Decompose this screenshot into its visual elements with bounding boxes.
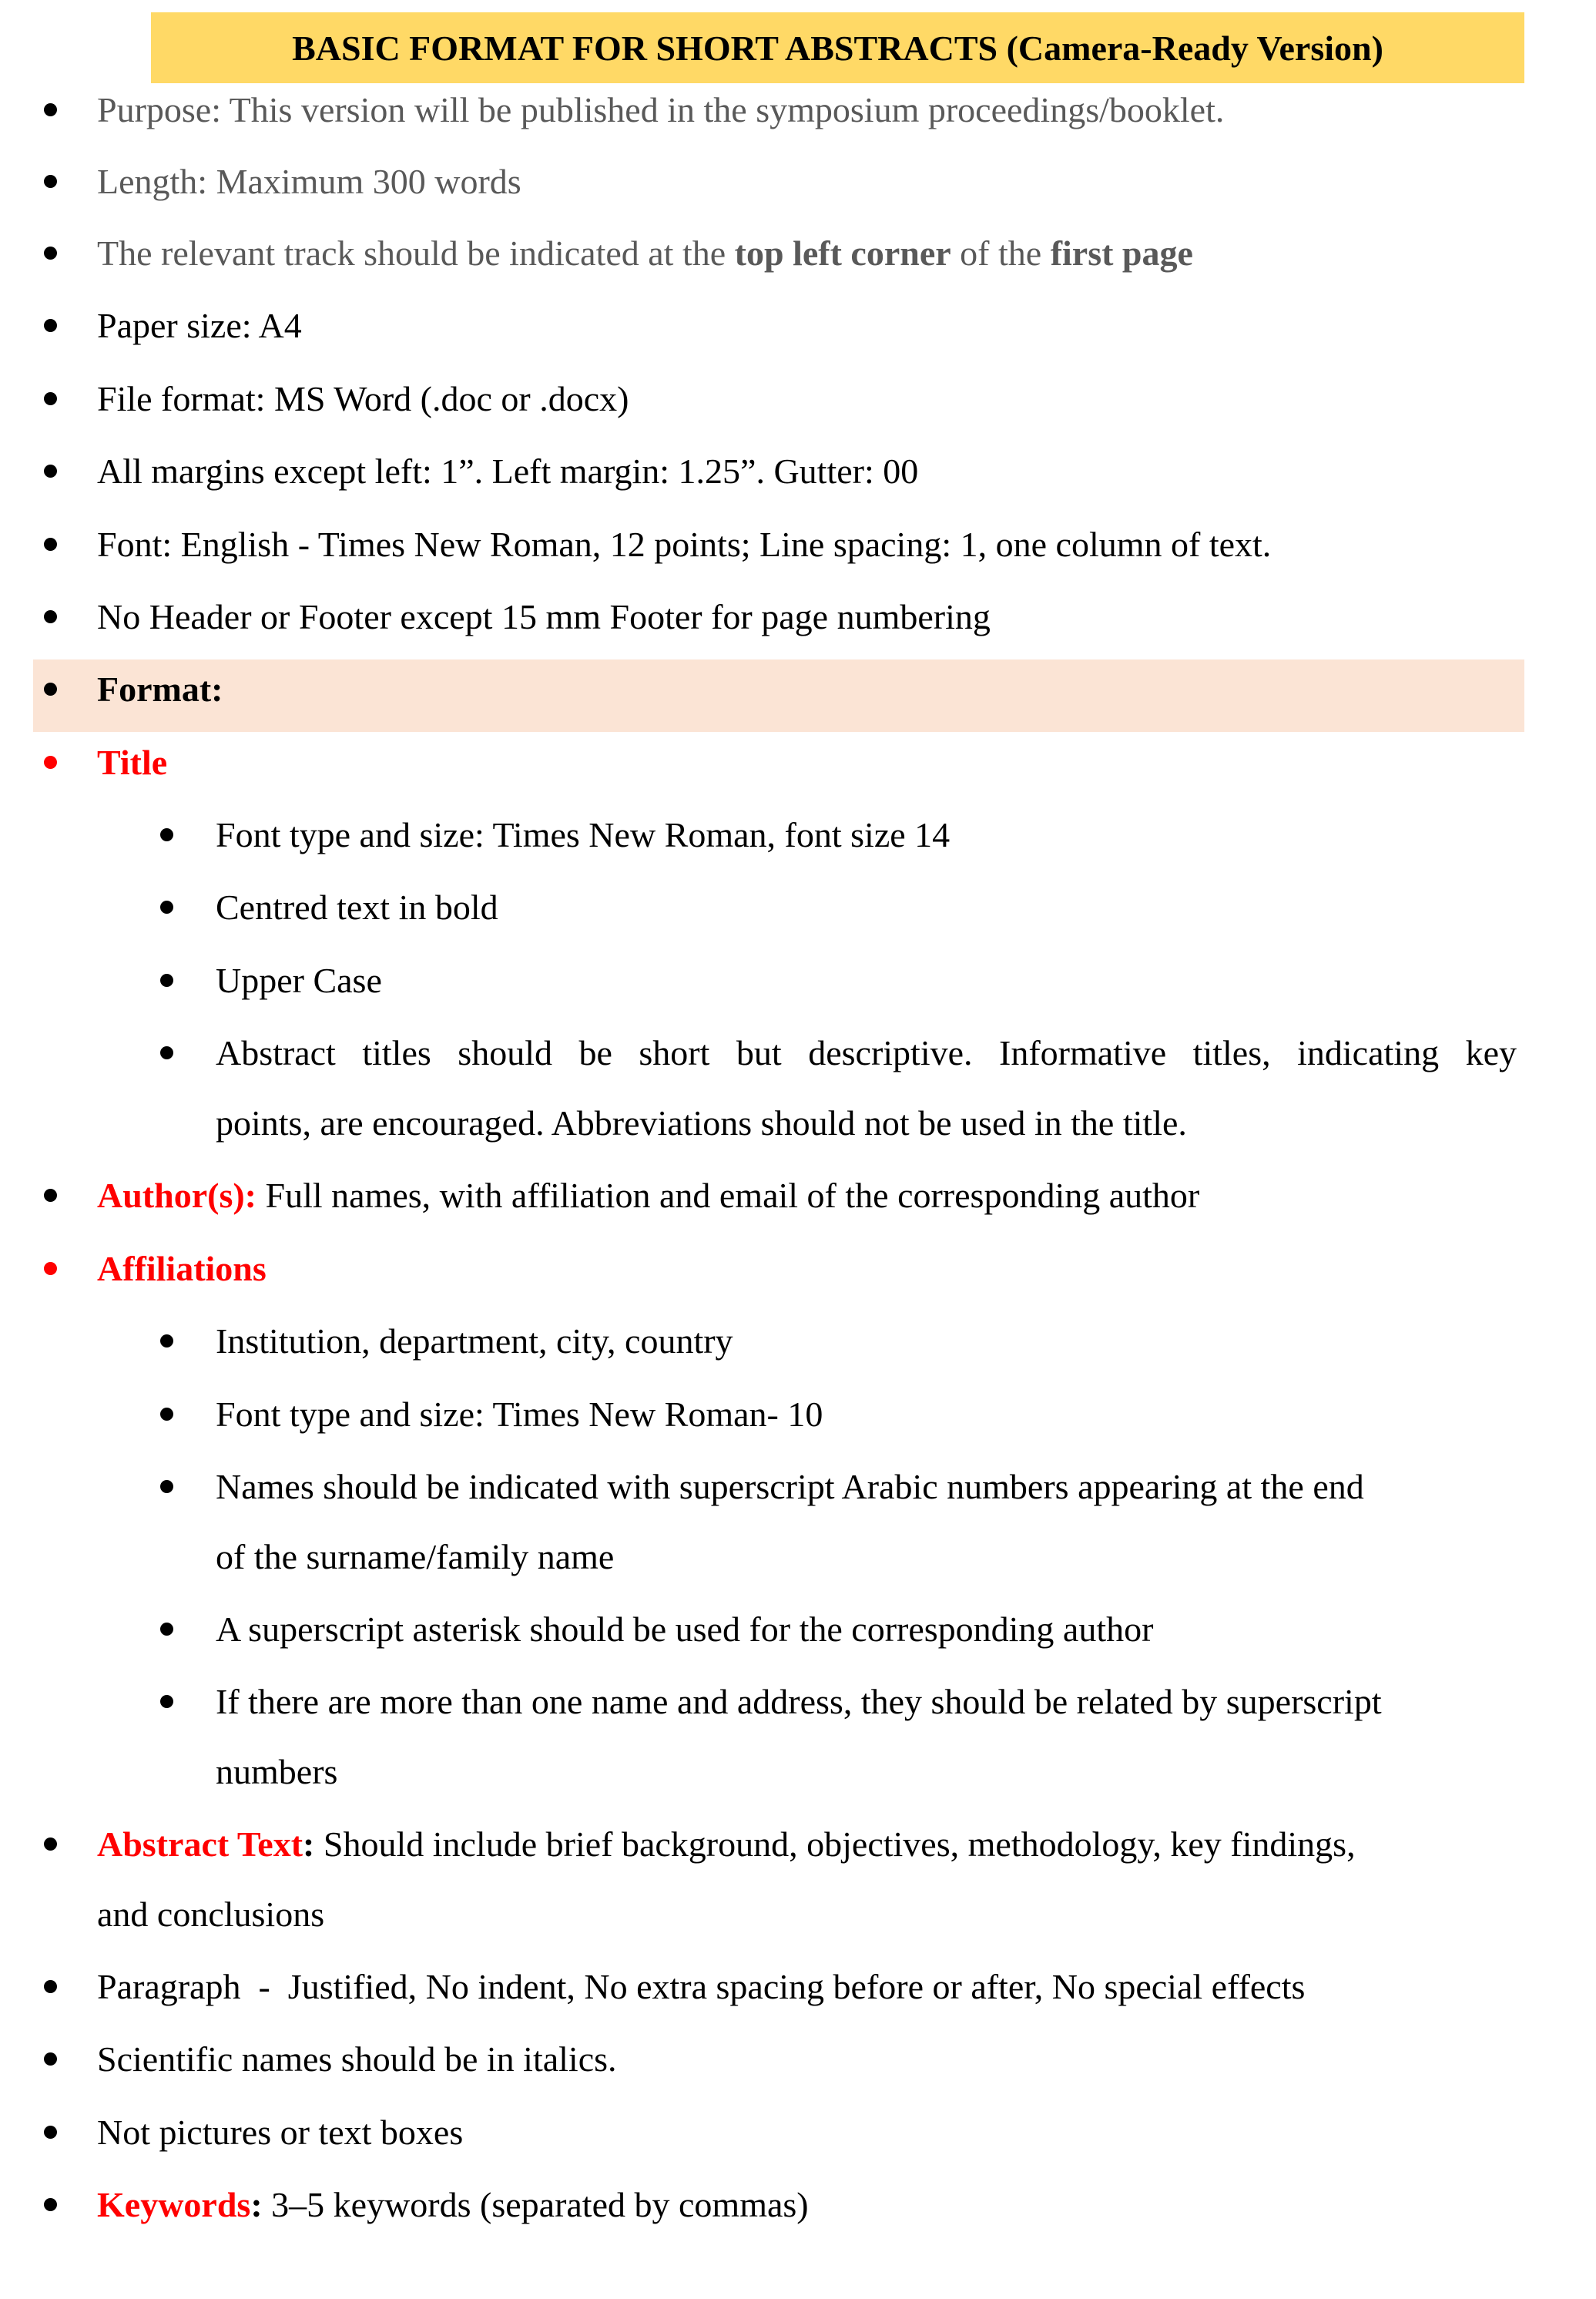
abstract-text-line2: and conclusions	[97, 1895, 325, 1934]
bullet-icon	[44, 2126, 57, 2139]
paragraph-item: Paragraph - Justified, No indent, No extra spacing before or after, No special effects	[97, 1967, 1306, 2006]
bullet-icon	[160, 1408, 173, 1421]
affiliation-institution-item: Institution, department, city, country	[216, 1321, 733, 1361]
bullet-icon	[44, 683, 57, 696]
keywords-colon: :	[250, 2185, 263, 2224]
abstract-titles-line2: points, are encouraged. Abbreviations should not be used in the title.	[216, 1103, 1187, 1143]
length-item: Length: Maximum 300 words	[97, 162, 521, 201]
bullet-icon	[44, 465, 57, 478]
asterisk-item: A superscript asterisk should be used for the corresponding author	[216, 1609, 1154, 1649]
bullet-icon	[44, 1980, 57, 1993]
bullet-icon	[160, 1046, 173, 1059]
bullet-icon	[44, 392, 57, 405]
bullet-icon	[44, 103, 57, 116]
track-bold-page: first page	[1050, 233, 1193, 273]
abstract-text-line1	[97, 1809, 1356, 1880]
purpose-item: Purpose: This version will be published in the symposium proceedings/booklet.	[97, 90, 1225, 129]
abstract-text-label: Abstract Text	[97, 1824, 303, 1864]
title-font-item: Font type and size: Times New Roman, font size 14	[216, 815, 951, 854]
bullet-icon	[44, 538, 57, 551]
abstract-text-colon: :	[303, 1824, 315, 1864]
names-superscript-line1: Names should be indicated with superscript Arabic numbers appearing at the end	[216, 1467, 1364, 1506]
bullet-icon	[44, 756, 57, 769]
format-highlight	[33, 659, 1524, 732]
format-label: Format:	[97, 670, 223, 709]
bullet-icon	[160, 1480, 173, 1493]
paper-size-item: Paper size: A4	[97, 306, 302, 345]
authors-item	[97, 1160, 1199, 1231]
keywords-text: 3–5 keywords (separated by commas)	[262, 2185, 809, 2224]
bullet-icon	[160, 1695, 173, 1708]
bullet-icon	[44, 1189, 57, 1202]
names-superscript-line2: of the surname/family name	[216, 1537, 615, 1576]
bullet-icon	[44, 610, 57, 623]
margins-item: All margins except left: 1”. Left margin: 1.25”. Gutter: 00	[97, 451, 919, 491]
scientific-names-item: Scientific names should be in italics.	[97, 2039, 617, 2079]
bullet-icon	[44, 1838, 57, 1851]
abstract-titles-line1: Abstract titles should be short but descriptive. Informative titles, indicating key	[216, 1033, 1517, 1072]
header-footer-item: No Header or Footer except 15 mm Footer for page numbering	[97, 597, 991, 636]
affiliations-heading: Affiliations	[97, 1249, 267, 1288]
affiliation-font-item: Font type and size: Times New Roman- 10	[216, 1395, 823, 1434]
bullet-icon	[44, 2198, 57, 2211]
multiple-names-line1: If there are more than one name and address, they should be related by superscript	[216, 1682, 1382, 1721]
bullet-icon	[44, 319, 57, 332]
bullet-icon	[160, 901, 173, 914]
bullet-icon	[44, 247, 57, 260]
bullet-icon	[44, 175, 57, 188]
track-text: of the	[951, 233, 1051, 273]
document-title: BASIC FORMAT FOR SHORT ABSTRACTS (Camera-Ready Version)	[151, 12, 1524, 83]
bullet-icon	[160, 974, 173, 987]
track-bold-corner: top left corner	[734, 233, 951, 273]
authors-text: Full names, with affiliation and email of the corresponding author	[256, 1176, 1200, 1215]
abstract-text-desc: Should include brief background, objectives, methodology, key findings,	[314, 1824, 1356, 1864]
bullet-icon	[160, 1623, 173, 1636]
title-uppercase-item: Upper Case	[216, 961, 382, 1000]
multiple-names-line2: numbers	[216, 1752, 338, 1791]
font-item: Font: English - Times New Roman, 12 points; Line spacing: 1, one column of text.	[97, 525, 1272, 564]
no-pictures-item: Not pictures or text boxes	[97, 2113, 464, 2152]
authors-label: Author(s):	[97, 1176, 256, 1215]
bullet-icon	[160, 1334, 173, 1348]
track-text: The relevant track should be indicated at the	[97, 233, 735, 273]
keywords-item	[97, 2170, 809, 2240]
track-item	[97, 218, 1193, 289]
title-centred-item: Centred text in bold	[216, 888, 498, 927]
bullet-icon	[160, 828, 173, 841]
title-heading: Title	[97, 743, 168, 782]
bullet-icon	[44, 1262, 57, 1275]
bullet-icon	[44, 2052, 57, 2066]
keywords-label: Keywords	[97, 2185, 251, 2224]
file-format-item: File format: MS Word (.doc or .docx)	[97, 379, 629, 418]
